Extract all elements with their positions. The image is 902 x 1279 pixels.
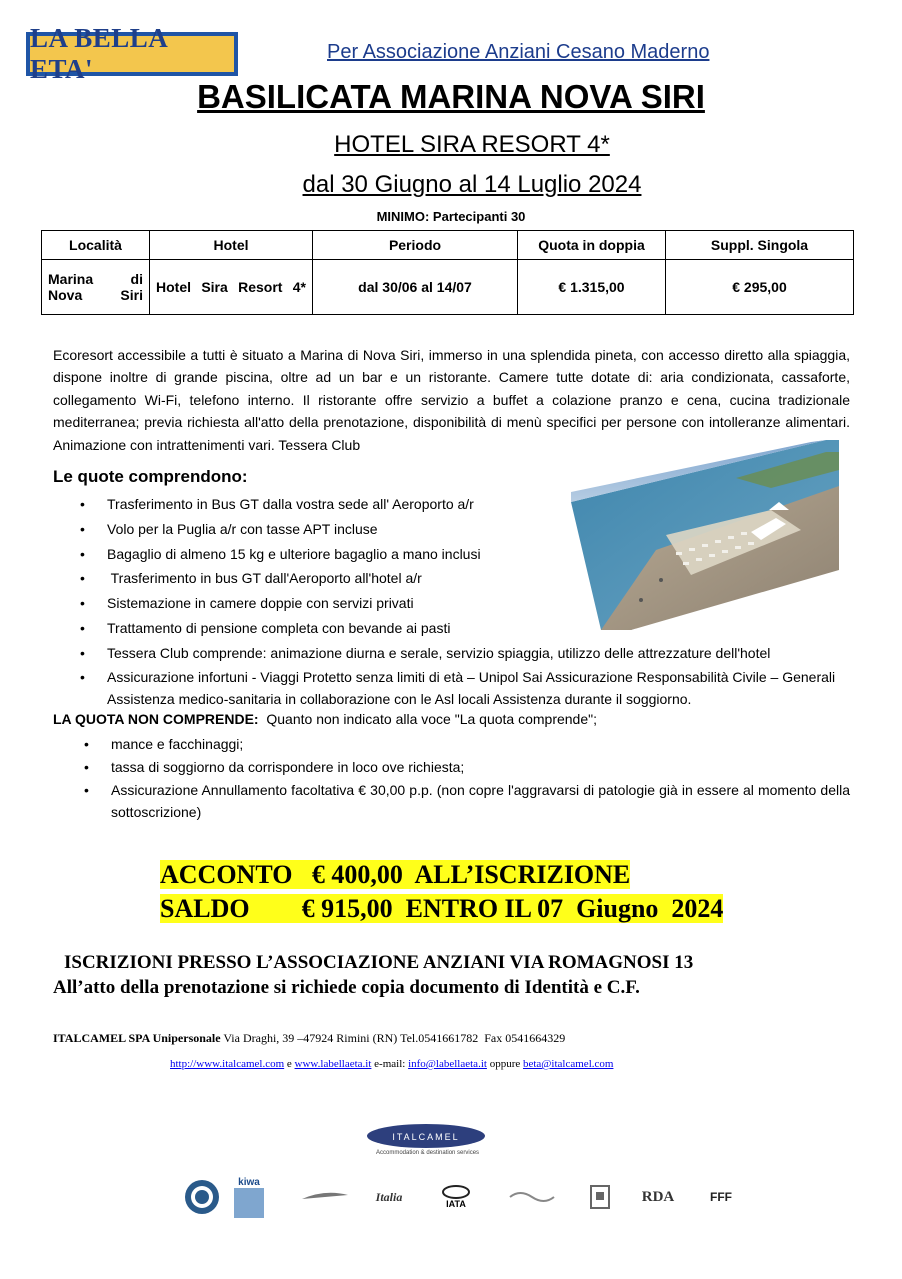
list-item — [80, 566, 850, 591]
kiwa-badge-icon — [234, 1188, 264, 1218]
brand-text: ITALCAMEL — [392, 1132, 460, 1142]
bullet-icon: • — [80, 545, 85, 562]
hotel-name: HOTEL SIRA RESORT 4* — [334, 131, 610, 158]
col-header-quota-doppia: Quota in doppia — [518, 231, 666, 260]
col-header-localita: Località — [42, 231, 150, 260]
registration-documents: All’atto della prenotazione si richiede copia documento di Identità e C.F. — [53, 977, 640, 998]
la-bella-eta-logo — [26, 23, 238, 84]
included-list — [80, 492, 850, 710]
bullet-icon: • — [80, 644, 85, 661]
minimum-participants: MINIMO: Partecipanti 30 — [376, 209, 526, 224]
saldo-line: SALDO € 915,00 ENTRO IL 07 Giugno 2024 — [160, 894, 724, 923]
bullet-icon: • — [84, 736, 89, 752]
excluded-item: Assicurazione Annullamento facoltativa € 30,00 p.p. (non copre l'aggravarsi di patologie già in essere al momento della sottoscrizione) — [111, 782, 850, 820]
cell-quota-doppia: € 1.315,00 — [518, 260, 666, 315]
bullet-icon: • — [80, 520, 85, 537]
cell-suppl-singola: € 295,00 — [666, 260, 854, 315]
italcamel-logo — [366, 1123, 486, 1149]
excluded-heading: LA QUOTA NON COMPRENDE: — [53, 711, 259, 727]
included-item: Tessera Club comprende: animazione diurna e serale, servizio spiaggia, utilizzo delle attrezzature dell'hotel — [107, 644, 771, 661]
excluded-heading-line — [53, 711, 597, 727]
iata-logo — [438, 1172, 474, 1222]
logo-text: LA BELLA ETA' — [30, 36, 234, 72]
included-item: Trattamento di pensione completa con bevande ai pasti — [107, 619, 451, 636]
contact-links — [170, 1058, 613, 1070]
price-table — [41, 230, 854, 315]
bullet-icon: • — [80, 668, 85, 685]
included-item: Volo per la Puglia a/r con tasse APT incluse — [107, 520, 378, 537]
list-item — [80, 517, 850, 542]
list-item — [80, 492, 850, 517]
included-item: Sistemazione in camere doppie con servizi privati — [107, 595, 414, 612]
kiwa-logo — [232, 1172, 266, 1222]
col-header-periodo: Periodo — [313, 231, 518, 260]
cell-localita: Marina di Nova Siri — [42, 260, 150, 315]
partner-building-icon — [588, 1172, 612, 1222]
bullet-icon: • — [80, 496, 85, 512]
list-item — [80, 542, 850, 567]
resort-description: Ecoresort accessibile a tutti è situato a Marina di Nova Siri, immerso in una splendida pineta, con accesso diretto alla spiaggia, dispone inoltre di grande piscina, oltre ad un bar e un ristorante. Camere tutte dotate di: aria condizionata, cassaforte, collegamento Wi-Fi, telefono interno. Il ristorante offre servizio a buffet a colazione pranzo e cena, cucina tradizionale mediterranea; previa richiesta all'atto della prenotazione, disponibilità di menù specifici per persone con intolleranze alimentari. Animazione con intrattenimenti vari. Tessera Club — [53, 347, 850, 453]
included-item: Trasferimento in bus GT dall'Aeroporto all'hotel a/r — [107, 570, 422, 587]
info-email-link[interactable]: info@labellaeta.it — [408, 1058, 487, 1070]
separator-text: oppure — [486, 1058, 523, 1070]
included-item: Bagaglio di almeno 15 kg e ulteriore bagaglio a mano inclusi — [107, 545, 481, 562]
table-header-row — [42, 231, 854, 260]
partner-swirl-icon — [506, 1172, 558, 1222]
association-line: Per Associazione Anziani Cesano Maderno — [327, 41, 710, 63]
list-item — [84, 733, 850, 756]
rda-logo: RDA — [641, 1188, 675, 1205]
company-address: Via Draghi, 39 –47924 Rimini (RN) Tel.0541661782 Fax 0541664329 — [220, 1031, 566, 1045]
brand-tagline: Accommodation & destination services — [376, 1150, 480, 1156]
col-header-hotel: Hotel — [150, 231, 313, 260]
list-item — [80, 591, 850, 616]
fff-logo: FFF — [710, 1190, 732, 1204]
travel-dates: dal 30 Giugno al 14 Luglio 2024 — [302, 171, 642, 198]
included-item: Trasferimento in Bus GT dalla vostra sede all' Aeroporto a/r — [107, 496, 474, 512]
excluded-list — [84, 733, 850, 823]
excluded-item: tassa di soggiorno da corrispondere in loco ove richiesta; — [111, 759, 465, 775]
payment-block — [160, 858, 723, 926]
list-item — [80, 666, 850, 710]
labellaeta-website-link[interactable]: www.labellaeta.it — [294, 1058, 372, 1070]
bullet-icon: • — [84, 759, 89, 775]
included-heading: Le quote comprendono: — [53, 467, 248, 486]
bullet-icon: • — [80, 570, 85, 587]
separator-text: e — [284, 1058, 295, 1070]
bullet-icon: • — [80, 595, 85, 612]
italia-logo: Italia — [375, 1189, 403, 1204]
italcamel-website-link[interactable]: http://www.italcamel.com — [170, 1058, 285, 1070]
table-row — [42, 260, 854, 315]
bullet-icon: • — [80, 619, 85, 636]
acconto-line: ACCONTO € 400,00 ALL’ISCRIZIONE — [160, 860, 631, 889]
list-item — [80, 641, 850, 666]
excluded-note: Quanto non indicato alla voce "La quota comprende"; — [266, 711, 597, 727]
list-item — [84, 756, 850, 779]
excluded-item: mance e facchinaggi; — [111, 736, 244, 752]
kiwa-text: kiwa — [238, 1176, 260, 1188]
separator-text: e-mail: — [371, 1058, 409, 1070]
bullet-icon: • — [84, 782, 89, 798]
col-header-suppl-singola: Suppl. Singola — [666, 231, 854, 260]
beta-email-link[interactable]: beta@italcamel.com — [522, 1058, 614, 1070]
iata-globe-icon — [442, 1185, 470, 1199]
accredia-seal-icon — [184, 1172, 220, 1222]
page-title: BASILICATA MARINA NOVA SIRI — [197, 78, 705, 115]
list-item — [84, 779, 850, 823]
registration-address: ISCRIZIONI PRESSO L’ASSOCIAZIONE ANZIANI VIA ROMAGNOSI 13 — [64, 952, 694, 973]
cell-hotel: Hotel Sira Resort 4* — [150, 260, 313, 315]
company-info — [53, 1031, 565, 1046]
cell-periodo: dal 30/06 al 14/07 — [313, 260, 518, 315]
list-item — [80, 616, 850, 641]
included-item: Assicurazione infortuni - Viaggi Protetto senza limiti di età – Unipol Sai Assicurazione Responsabilità Civile – Generali Assistenza medico-sanitaria in collaborazione con le Asl locali Assistenza durante il soggiorno. — [107, 668, 836, 707]
airline-wing-icon — [300, 1172, 350, 1222]
iata-text: IATA — [446, 1199, 466, 1209]
company-name: ITALCAMEL SPA Unipersonale — [53, 1031, 221, 1045]
